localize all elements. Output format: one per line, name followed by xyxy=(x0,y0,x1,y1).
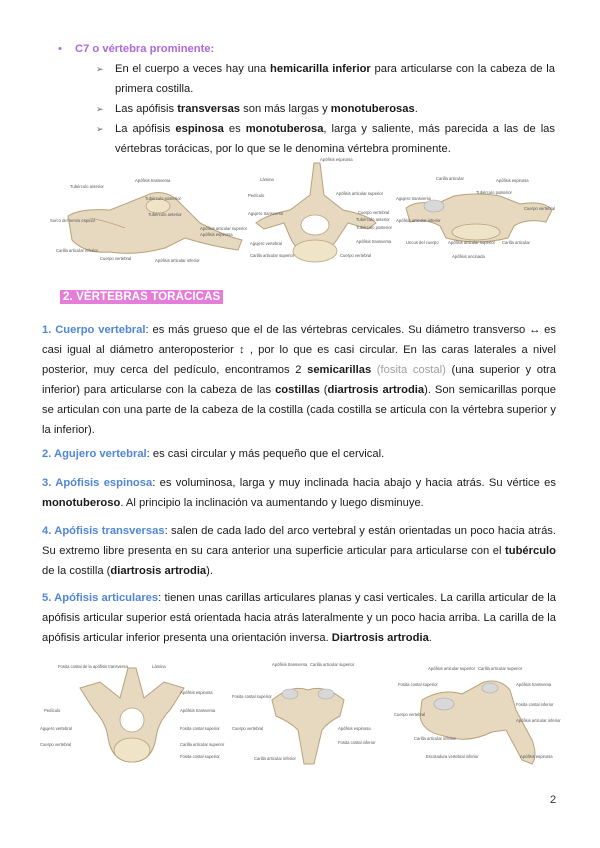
fig3-label: Apófisis articular inferior xyxy=(396,218,441,223)
fig5-label: Apófisis espinosa xyxy=(338,726,371,731)
fig2-label: Lámina xyxy=(260,177,274,182)
c7-anterior-figure xyxy=(396,170,556,268)
fig3-label: Uncus del cuerpo xyxy=(406,240,439,245)
section-heading-thoracic: 2. VÉRTEBRAS TORÁCICAS xyxy=(60,290,223,304)
paragraph-vertebral-body: 1. Cuerpo vertebral: es más grueso que el de las vértebras cervicales. Su diámetro transverso ↔ es casi igual al diámetro anteroposterior ↕ , por lo que es casi circular. En las caras laterales a nivel posterior, muy cerca del pedículo, encontramos 2 semicarillas (fosita costal) (una superior y otra inferior) para articularse con la cabeza de las costillas (diartrosis artrodia). Son semicarillas porque se articulan con una parte de la cabeza de la costilla (cada costilla se articula con la vértebra superior y la inferior). xyxy=(42,324,557,436)
fig2-label: Apófisis articular superior xyxy=(336,191,384,196)
fig3-label: Apófisis espinosa xyxy=(496,178,529,183)
c7-item-2: Las apófisis transversas son más largas y monotuberosas. xyxy=(115,103,418,115)
fig4-label: Carilla articular superior xyxy=(180,742,225,747)
paragraph-articular-processes: 5. Apófisis articulares: tienen unas carillas articulares planas y casi verticales. La carilla articular de la apófisis articular superior está orientada hacia atrás lateralmente y un poco hacia arriba. La carilla de la apófisis articular inferior presenta una orientación inversa. Diartrosis artrodia. xyxy=(42,592,556,644)
c7-item-3: La apófisis espinosa es monotuberosa, larga y saliente, más parecida a las de las vértebras torácicas, por lo que se le denomina vértebra prominente. xyxy=(115,123,555,155)
fig6-label: Fosita costal superior xyxy=(398,682,438,687)
fig6-label: Escotadura vertebral inferior xyxy=(426,754,479,759)
paragraph-vertebral-foramen: 2. Agujero vertebral: es casi circular y más pequeño que el cervical. xyxy=(42,448,385,460)
fig4-label: Apófisis transversa xyxy=(180,708,216,713)
fig3-label: Apófisis uncinada xyxy=(452,254,485,259)
fig2-label: Cuerpo vertebral xyxy=(358,210,390,215)
c7-heading: C7 o vértebra prominente: xyxy=(75,43,215,55)
c7-bullet: • xyxy=(58,43,62,55)
fig4-label: Agujero vertebral xyxy=(40,726,72,731)
fig6-label: Carilla articular superior xyxy=(478,666,523,671)
fig1-label: Apófisis articular inferior xyxy=(155,258,200,263)
fig4-label: Fosita costal de la apófisis transversa xyxy=(58,664,128,669)
fig4-label: Fosita costal superior xyxy=(180,726,220,731)
fig6-label: Carilla articular inferior xyxy=(414,736,456,741)
c7-item-1: En el cuerpo a veces hay una hemicarilla inferior para articularse con la cabeza de la primera costilla. xyxy=(115,63,555,95)
fig5-label: Cuerpo vertebral xyxy=(232,726,264,731)
fig3-label: Apófisis articular superior xyxy=(448,240,496,245)
fig2-label: Apófisis transversa xyxy=(356,239,392,244)
fig1-label: Cuerpo vertebral xyxy=(100,256,132,261)
fig2-label: Agujero transverso xyxy=(248,211,284,216)
fig6-label: Apófisis articular inferior xyxy=(516,718,561,723)
fig6-label: Fosita costal inferior xyxy=(516,702,554,707)
fig4-label: Pedículo xyxy=(44,708,61,713)
fig6-label: Cuerpo vertebral xyxy=(394,712,426,717)
fig6-label: Apófisis articular superior xyxy=(428,666,476,671)
fig3-label: Carilla articular xyxy=(502,240,530,245)
fig4-label: Fosita costal superior xyxy=(180,754,220,759)
fig6-label: Apófisis espinosa xyxy=(520,754,553,759)
thoracic-lateral-figure xyxy=(392,660,560,772)
fig2-label: Tubérculo anterior xyxy=(356,217,390,222)
fig1-label: Tubérculo anterior xyxy=(70,184,104,189)
thoracic-superior-figure xyxy=(40,658,225,770)
page-number: 2 xyxy=(550,794,557,806)
c7-lateral-figure xyxy=(50,168,248,268)
fig4-label: Apófisis espinosa xyxy=(180,690,213,695)
fig2-label: Cuerpo vertebral xyxy=(340,253,372,258)
fig1-label: Surco del nervio espinal xyxy=(50,218,95,223)
fig2-label: Tubérculo posterior xyxy=(356,225,392,230)
c7-item-3-arrow: ➢ xyxy=(96,124,104,134)
fig3-label: Tubérculo posterior xyxy=(476,190,512,195)
fig2-label: Apófisis espinosa xyxy=(320,157,353,162)
fig1-label: Carilla articular inferior xyxy=(56,248,98,253)
fig2-label: Pedículo xyxy=(248,193,265,198)
c7-superior-figure xyxy=(248,155,392,267)
fig1-label: Tubérculo posterior xyxy=(145,196,181,201)
fig6-label: Apófisis transversa xyxy=(516,682,552,687)
paragraph-transverse-processes: 4. Apófisis transversas: salen de cada lado del arco vertebral y están orientadas un poco hacia atrás. Su extremo libre presenta en su cara anterior una superficie articular para articularse con el tubérculo de la costilla (diartrosis artrodia). xyxy=(42,525,557,577)
fig2-label: Carilla articular superior xyxy=(250,253,295,258)
fig5-label: Fosita costal superior xyxy=(232,694,272,699)
fig4-label: Lámina xyxy=(152,664,166,669)
c7-item-1-arrow: ➢ xyxy=(96,64,104,74)
fig3-label: Agujero transverso xyxy=(396,196,432,201)
fig3-label: Cuerpo vertebral xyxy=(524,206,556,211)
fig3-label: Carilla articular xyxy=(436,176,464,181)
fig1-label: Apófisis espinosa xyxy=(200,232,233,237)
fig5-label: Carilla articular superior xyxy=(310,662,355,667)
thoracic-posterior-figure xyxy=(232,660,382,772)
fig1-label: Apófisis transversa xyxy=(135,178,171,183)
fig2-label: Agujero vertebral xyxy=(250,241,282,246)
paragraph-spinous-process: 3. Apófisis espinosa: es voluminosa, larga y muy inclinada hacia abajo y hacia atrás. Su vértice es monotuberoso. Al principio la inclinación va aumentando y luego disminuye. xyxy=(42,477,556,509)
fig1-label: Tubérculo anterior xyxy=(148,212,182,217)
fig5-label: Apófisis transversa xyxy=(272,662,308,667)
fig5-label: Carilla articular inferior xyxy=(254,756,296,761)
fig4-label: Cuerpo vertebral xyxy=(40,742,72,747)
fig1-label: Apófisis articular superior xyxy=(200,226,248,231)
c7-item-2-arrow: ➢ xyxy=(96,104,104,114)
fig5-label: Fosita costal inferior xyxy=(338,740,376,745)
